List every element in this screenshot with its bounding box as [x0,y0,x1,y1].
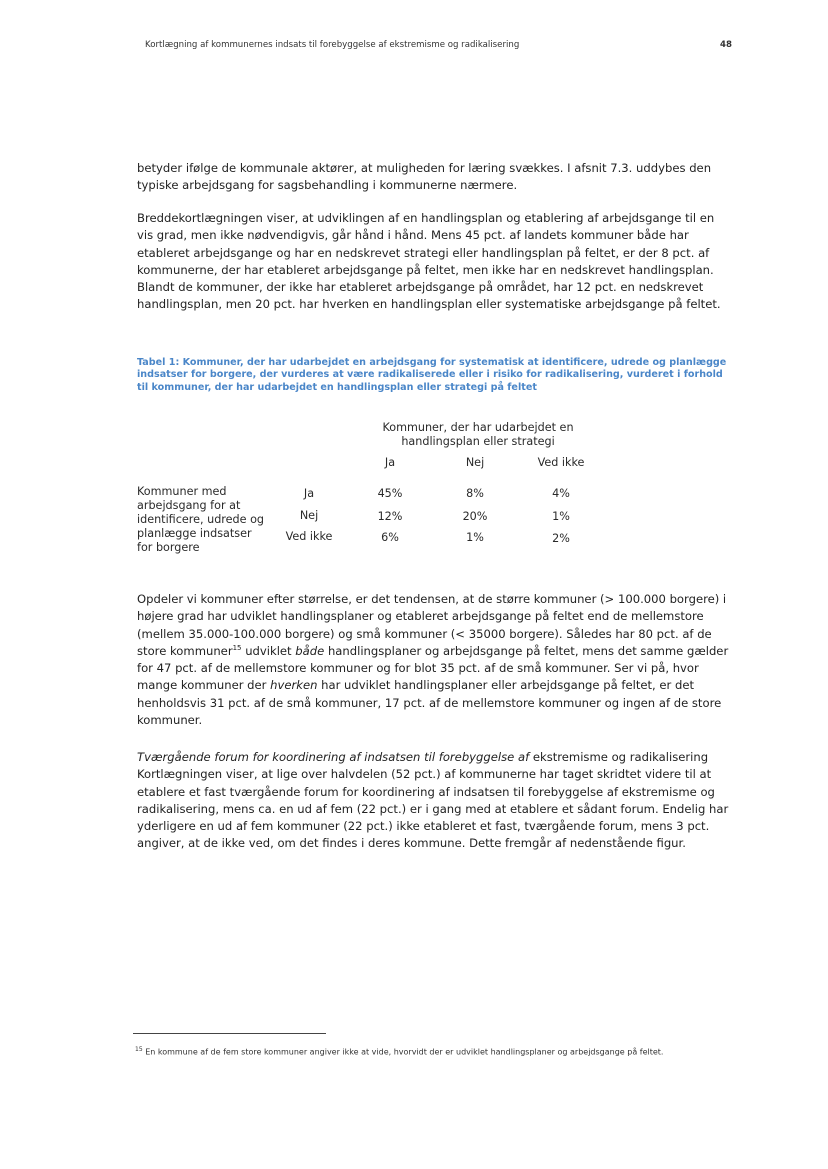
cell-value: 1% [552,510,570,523]
cell-value: 12% [377,510,403,523]
page-number: 48 [720,40,732,50]
paragraph-learning: betyder ifølge de kommunale aktører, at muligheden for læring svækkes. I afsnit 7.3. uddybes den typiske arbejdsgang for sagsbehandling i kommunerne nærmere. [137,161,712,193]
cell-value: 8% [466,487,484,500]
footnote-text: En kommune af de fem store kommuner angiver ikke at vide, hvorvidt der er udviklet handlingsplaner og arbejdsgange på feltet. [145,1047,664,1057]
row-group-header: Kommuner med arbejdsgang for at identificere, udrede og planlægge indsatser for borgere [137,485,265,554]
cell-value: 45% [377,487,403,500]
cell-value: 4% [552,487,570,500]
row-label: Ja [303,487,315,500]
cell-value: 6% [381,531,399,544]
footnote [135,1046,735,1057]
paragraph-kommunestorrelse: Opdeler vi kommuner efter størrelse, er det tendensen, at de større kommuner (> 100.000 borgere) i højere grad har udviklet handlingsplaner og etableret arbejdsgange på feltet end de mellemstore (mellem 35.000-100.000 borgere) og små kommuner (< 35000 borgere). Således har 80 pct. af de store kommuner$^{15}$ udviklet både handlingsplaner og arbejdsgange på feltet, mens det samme gælder for 47 pct. af de mellemstore kommuner og for blot 35 pct. af de små kommuner. Ser vi på, hvor mange kommuner der hverken har udviklet handlingsplaner eller arbejdsgange på feltet, er det henholdsvis 31 pct. af de små kommuner, 17 pct. af de mellemstore kommuner og ingen af de store kommuner. [137,592,729,728]
cell-value: 1% [466,531,484,544]
row-label: Ved ikke [285,530,333,543]
cell-value: 20% [462,510,488,523]
footnote-number: 15 [135,1046,143,1053]
paragraph-tvaergaende-forum: Tværgående forum for koordinering af indsatsen til forebyggelse af ekstremisme og radikalisering Kortlægningen viser, at lige over halvdelen (52 pct.) af kommunerne har taget skridtet videre til at etablere et fast tværgående forum for koordinering af indsatsen til forebyggelse af ekstremisme og radikalisering, mens ca. en ud af fem (22 pct.) er i gang med at etablere et sådant forum. Endelig har yderligere en ud af fem kommuner (22 pct.) ikke etableret et fast, tværgående forum, mens 3 pct. angiver, at de ikke ved, om det findes i deres kommune. Dette fremgår af nedenstående figur. [137,750,729,851]
column-header-nej: Nej [465,456,485,469]
section-heading: Tværgående forum for koordinering af indsatsen til forebyggelse af [137,750,530,764]
row-label: Nej [299,509,319,522]
paragraph-breddekortlaegning: Breddekortlægningen viser, at udviklingen af en handlingsplan og etablering af arbejdsgange til en vis grad, men ikke nødvendigvis, går hånd i hånd. Mens 45 pct. af landets kommuner både har etableret arbejdsgange og har en nedskrevet strategi eller handlingsplan på feltet, er der 8 pct. af kommunerne, der har etableret arbejdsgange på feltet, men ikke har en nedskrevet handlingsplan. Blandt de kommuner, der ikke har etableret arbejdsgange på området, har 12 pct. en nedskrevet handlingsplan, men 20 pct. har hverken en handlingsplan eller systematiske arbejdsgange på feltet. [137,211,721,312]
column-header-ja: Ja [384,456,396,469]
footnote-divider [133,1033,326,1034]
table-caption: Tabel 1: Kommuner, der har udarbejdet en arbejdsgang for systematisk at identificere, udrede og planlægge indsatser for borgere, der vurderes at være radikaliserede eller i risiko for radikalisering, vurderet i forhold til kommuner, der har udarbejdet en handlingsplan eller strategi på feltet [137,357,727,393]
footnote-reference: 15 [232,644,242,653]
column-header-ved-ikke: Ved ikke [537,456,585,469]
running-header: Kortlægning af kommunernes indsats til forebyggelse af ekstremisme og radikalisering [145,40,520,50]
cell-value: 2% [552,532,570,545]
column-group-header: Kommuner, der har udarbejdet en handlingsplan eller strategi [382,421,574,448]
